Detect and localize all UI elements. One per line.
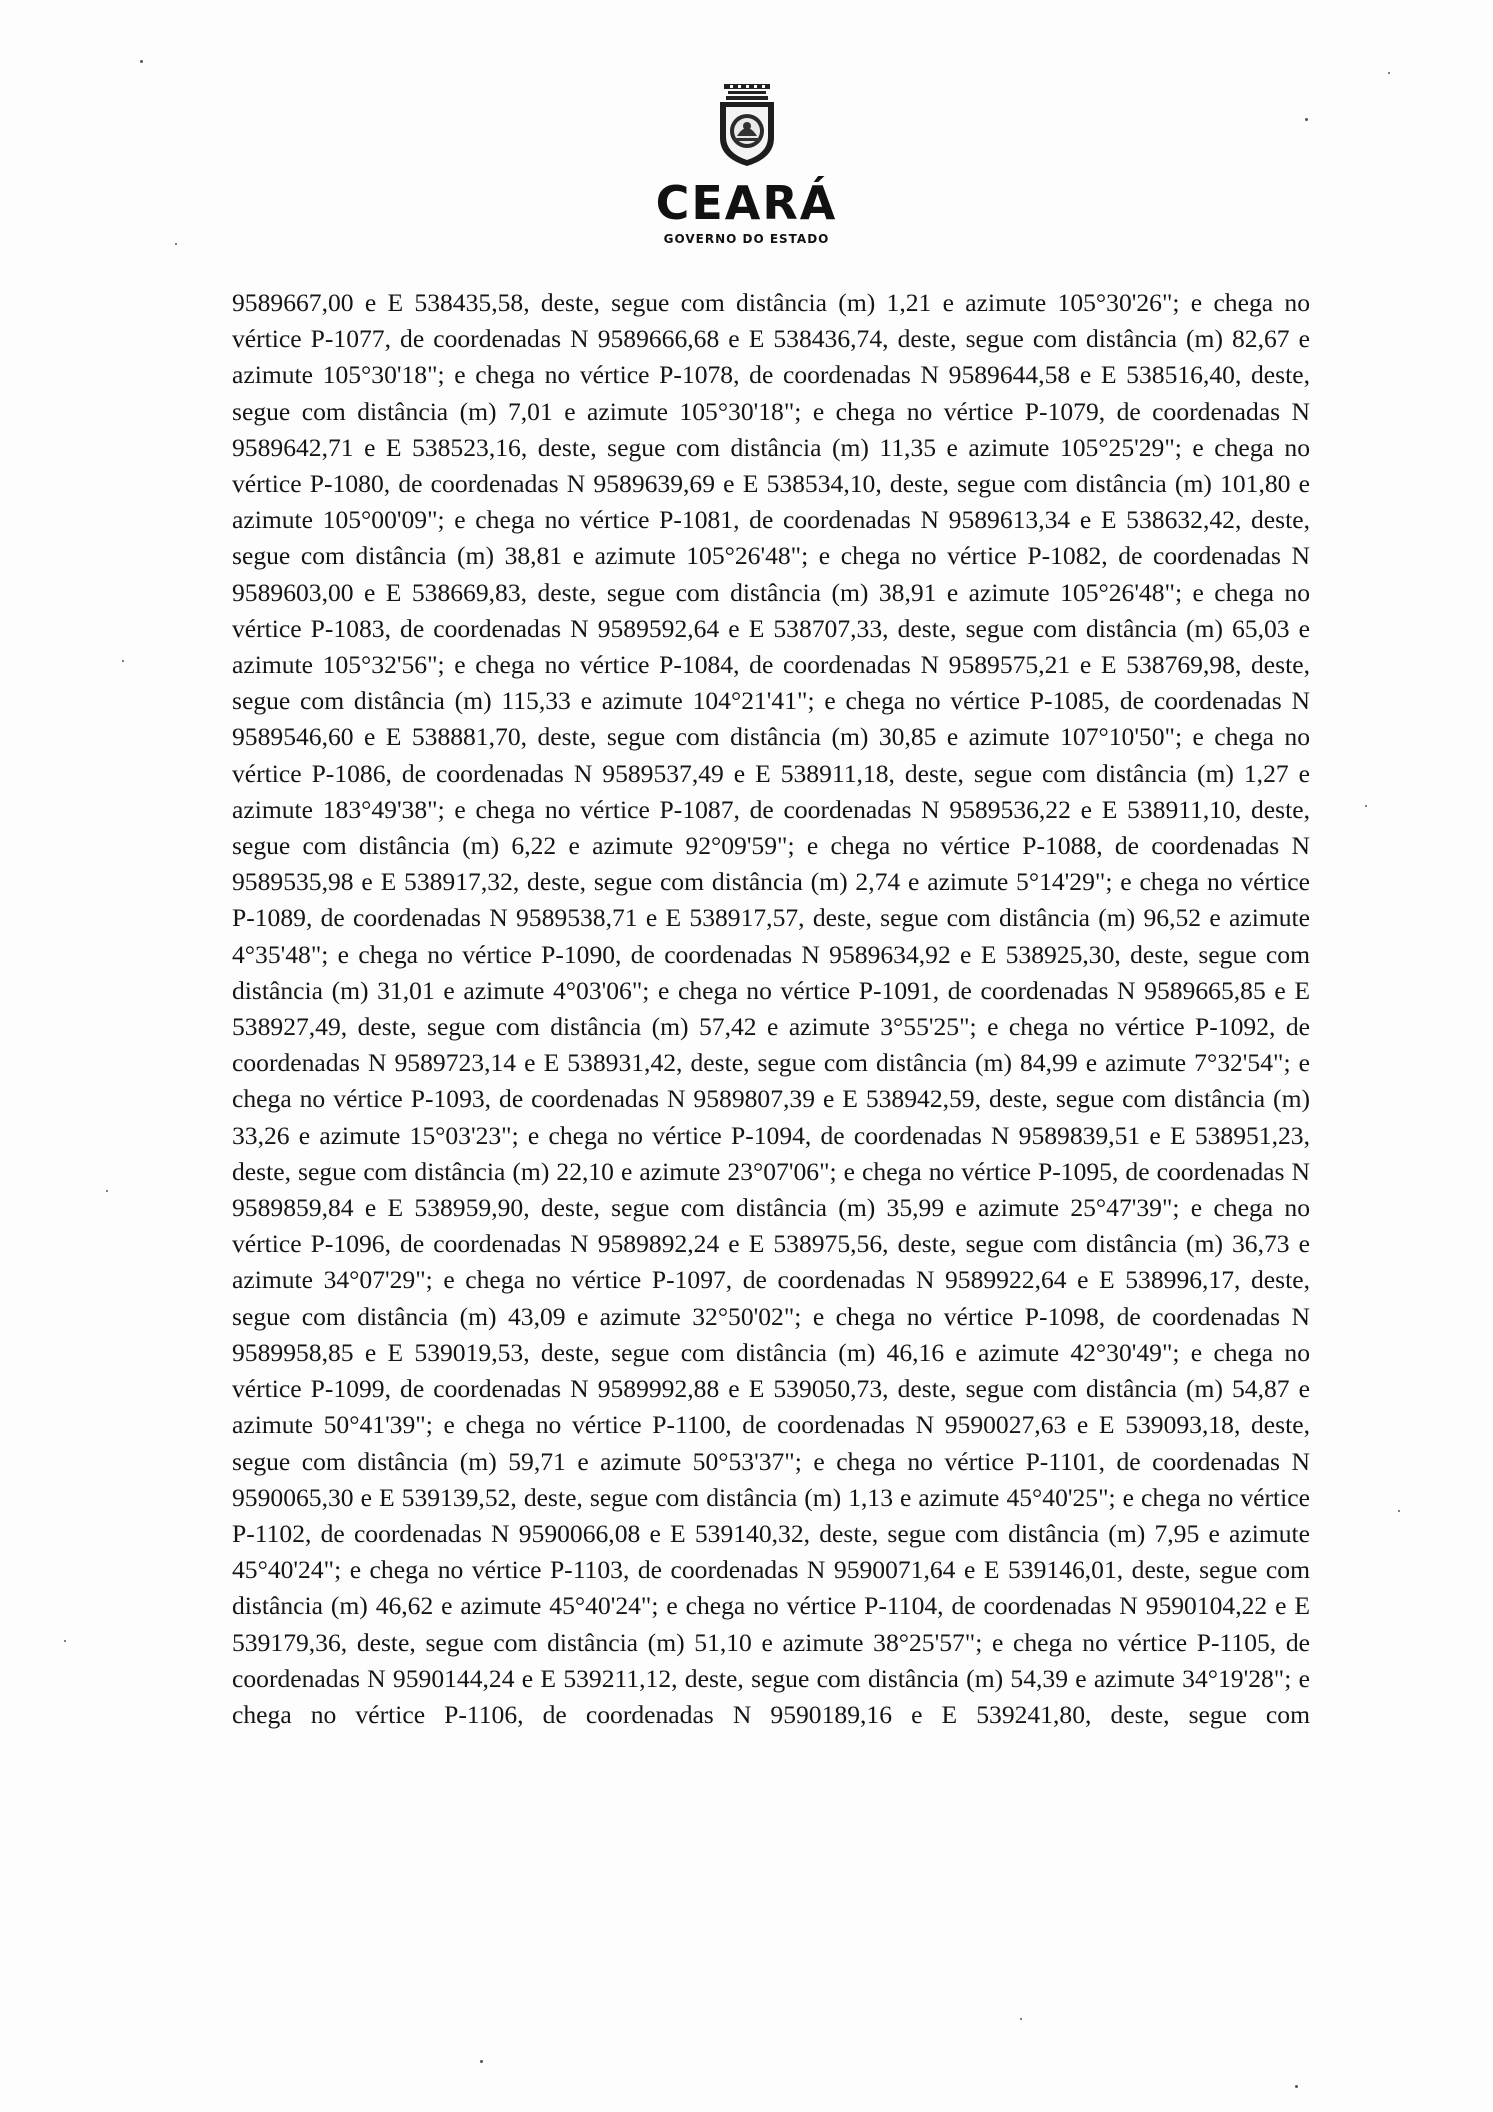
letterhead xyxy=(0,80,1493,246)
state-coat-of-arms-icon xyxy=(710,80,784,168)
document-body xyxy=(232,285,1310,1733)
paragraph: 9589667,00 e E 538435,58, deste, segue com distância (m) 1,21 e azimute 105°30'26"; e chega no vértice P-1077, de coordenadas N 9589666,68 e E 538436,74, deste, segue com distância (m) 82,67 e azimute 105°30'18"; e chega no vértice P-1078, de coordenadas N 9589644,58 e E 538516,40, deste, segue com distância (m) 7,01 e azimute 105°30'18"; e chega no vértice P-1079, de coordenadas N 9589642,71 e E 538523,16, deste, segue com distância (m) 11,35 e azimute 105°25'29"; e chega no vértice P-1080, de coordenadas N 9589639,69 e E 538534,10, deste, segue com distância (m) 101,80 e azimute 105°00'09"; e chega no vértice P-1081, de coordenadas N 9589613,34 e E 538632,42, deste, segue com distância (m) 38,81 e azimute 105°26'48"; e chega no vértice P-1082, de coordenadas N 9589603,00 e E 538669,83, deste, segue com distância (m) 38,91 e azimute 105°26'48"; e chega no vértice P-1083, de coordenadas N 9589592,64 e E 538707,33, deste, segue com distância (m) 65,03 e azimute 105°32'56"; e chega no vértice P-1084, de coordenadas N 9589575,21 e E 538769,98, deste, segue com distância (m) 115,33 e azimute 104°21'41"; e chega no vértice P-1085, de coordenadas N 9589546,60 e E 538881,70, deste, segue com distância (m) 30,85 e azimute 107°10'50"; e chega no vértice P-1086, de coordenadas N 9589537,49 e E 538911,18, deste, segue com distância (m) 1,27 e azimute 183°49'38"; e chega no vértice P-1087, de coordenadas N 9589536,22 e E 538911,10, deste, segue com distância (m) 6,22 e azimute 92°09'59"; e chega no vértice P-1088, de coordenadas N 9589535,98 e E 538917,32, deste, segue com distância (m) 2,74 e azimute 5°14'29"; e chega no vértice P-1089, de coordenadas N 9589538,71 e E 538917,57, deste, segue com distância (m) 96,52 e azimute 4°35'48"; e chega no vértice P-1090, de coordenadas N 9589634,92 e E 538925,30, deste, segue com distância (m) 31,01 e azimute 4°03'06"; e chega no vértice P-1091, de coordenadas N 9589665,85 e E 538927,49, deste, segue com distância (m) 57,42 e azimute 3°55'25"; e chega no vértice P-1092, de coordenadas N 9589723,14 e E 538931,42, deste, segue com distância (m) 84,99 e azimute 7°32'54"; e chega no vértice P-1093, de coordenadas N 9589807,39 e E 538942,59, deste, segue com distância (m) 33,26 e azimute 15°03'23"; e chega no vértice P-1094, de coordenadas N 9589839,51 e E 538951,23, deste, segue com distância (m) 22,10 e azimute 23°07'06"; e chega no vértice P-1095, de coordenadas N 9589859,84 e E 538959,90, deste, segue com distância (m) 35,99 e azimute 25°47'39"; e chega no vértice P-1096, de coordenadas N 9589892,24 e E 538975,56, deste, segue com distância (m) 36,73 e azimute 34°07'29"; e chega no vértice P-1097, de coordenadas N 9589922,64 e E 538996,17, deste, segue com distância (m) 43,09 e azimute 32°50'02"; e chega no vértice P-1098, de coordenadas N 9589958,85 e E 539019,53, deste, segue com distância (m) 46,16 e azimute 42°30'49"; e chega no vértice P-1099, de coordenadas N 9589992,88 e E 539050,73, deste, segue com distância (m) 54,87 e azimute 50°41'39"; e chega no vértice P-1100, de coordenadas N 9590027,63 e E 539093,18, deste, segue com distância (m) 59,71 e azimute 50°53'37"; e chega no vértice P-1101, de coordenadas N 9590065,30 e E 539139,52, deste, segue com distância (m) 1,13 e azimute 45°40'25"; e chega no vértice P-1102, de coordenadas N 9590066,08 e E 539140,32, deste, segue com distância (m) 7,95 e azimute 45°40'24"; e chega no vértice P-1103, de coordenadas N 9590071,64 e E 539146,01, deste, segue com distância (m) 46,62 e azimute 45°40'24"; e chega no vértice P-1104, de coordenadas N 9590104,22 e E 539179,36, deste, segue com distância (m) 51,10 e azimute 38°25'57"; e chega no vértice P-1105, de coordenadas N 9590144,24 e E 539211,12, deste, segue com distância (m) 54,39 e azimute 34°19'28"; e chega no vértice P-1106, de coordenadas N 9590189,16 e E 539241,80, deste, segue com xyxy=(232,288,1310,1729)
state-name: CEARÁ xyxy=(655,176,838,230)
government-label: GOVERNO DO ESTADO xyxy=(663,232,830,246)
